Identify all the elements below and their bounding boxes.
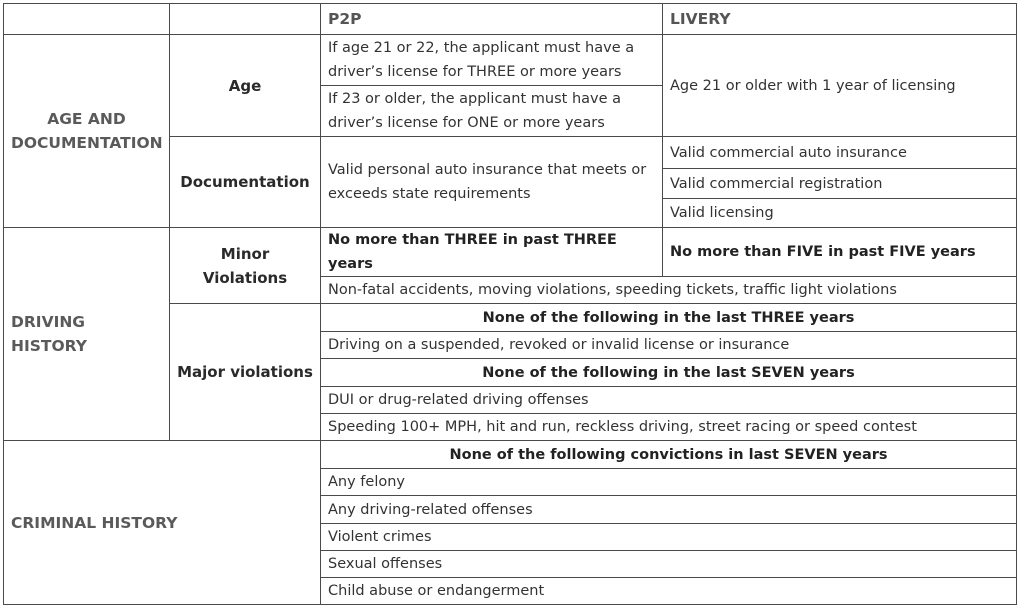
column-header-p2p: P2P [321,4,663,35]
criminal-item: Violent crimes [321,524,1017,551]
row-label-major-violations: Major violations [170,304,321,441]
p2p-age-23-plus: If 23 or older, the applicant must have a driver’s license for ONE or more years [321,86,663,137]
major-three-year-item: Driving on a suspended, revoked or invalid license or insurance [321,332,1017,359]
criminal-item: Any felony [321,469,1017,496]
criminal-item: Sexual offenses [321,551,1017,578]
major-three-year-header: None of the following in the last THREE years [321,304,1017,332]
livery-doc-stack [663,169,1017,228]
major-seven-year-item: DUI or drug-related driving offenses [321,387,1017,414]
row-label-age: Age [170,35,321,137]
p2p-minor-limit: No more than THREE in past THREE years [321,228,663,277]
category-age-and-documentation: AGE AND DOCUMENTATION [4,35,170,228]
major-seven-year-item: Speeding 100+ MPH, hit and run, reckless driving, street racing or speed contest [321,414,1017,441]
livery-age: Age 21 or older with 1 year of licensing [663,35,1017,137]
row-label-documentation: Documentation [170,137,321,228]
p2p-age-under-23: If age 21 or 22, the applicant must have a driver’s license for THREE or more years [321,35,663,86]
column-header-livery: LIVERY [663,4,1017,35]
livery-doc-insurance: Valid commercial auto insurance [663,137,1017,169]
header-corner-cell [4,4,170,35]
category-driving-history: DRIVING HISTORY [4,228,170,441]
criminal-item: Any driving-related offenses [321,496,1017,524]
category-criminal-history: CRIMINAL HISTORY [4,441,321,605]
major-seven-year-header: None of the following in the last SEVEN years [321,359,1017,387]
criminal-history-header: None of the following convictions in last SEVEN years [321,441,1017,469]
p2p-documentation: Valid personal auto insurance that meets or exceeds state requirements [321,137,663,228]
livery-doc-registration: Valid commercial registration [663,170,1016,199]
livery-doc-licensing: Valid licensing [670,204,774,221]
requirements-table [3,3,1017,605]
row-label-minor-violations: Minor Violations [170,228,321,304]
livery-minor-limit: No more than FIVE in past FIVE years [663,228,1017,277]
minor-violation-examples: Non-fatal accidents, moving violations, speeding tickets, traffic light violations [321,277,1017,304]
criminal-item: Child abuse or endangerment [321,578,1017,605]
header-blank-cell [170,4,321,35]
